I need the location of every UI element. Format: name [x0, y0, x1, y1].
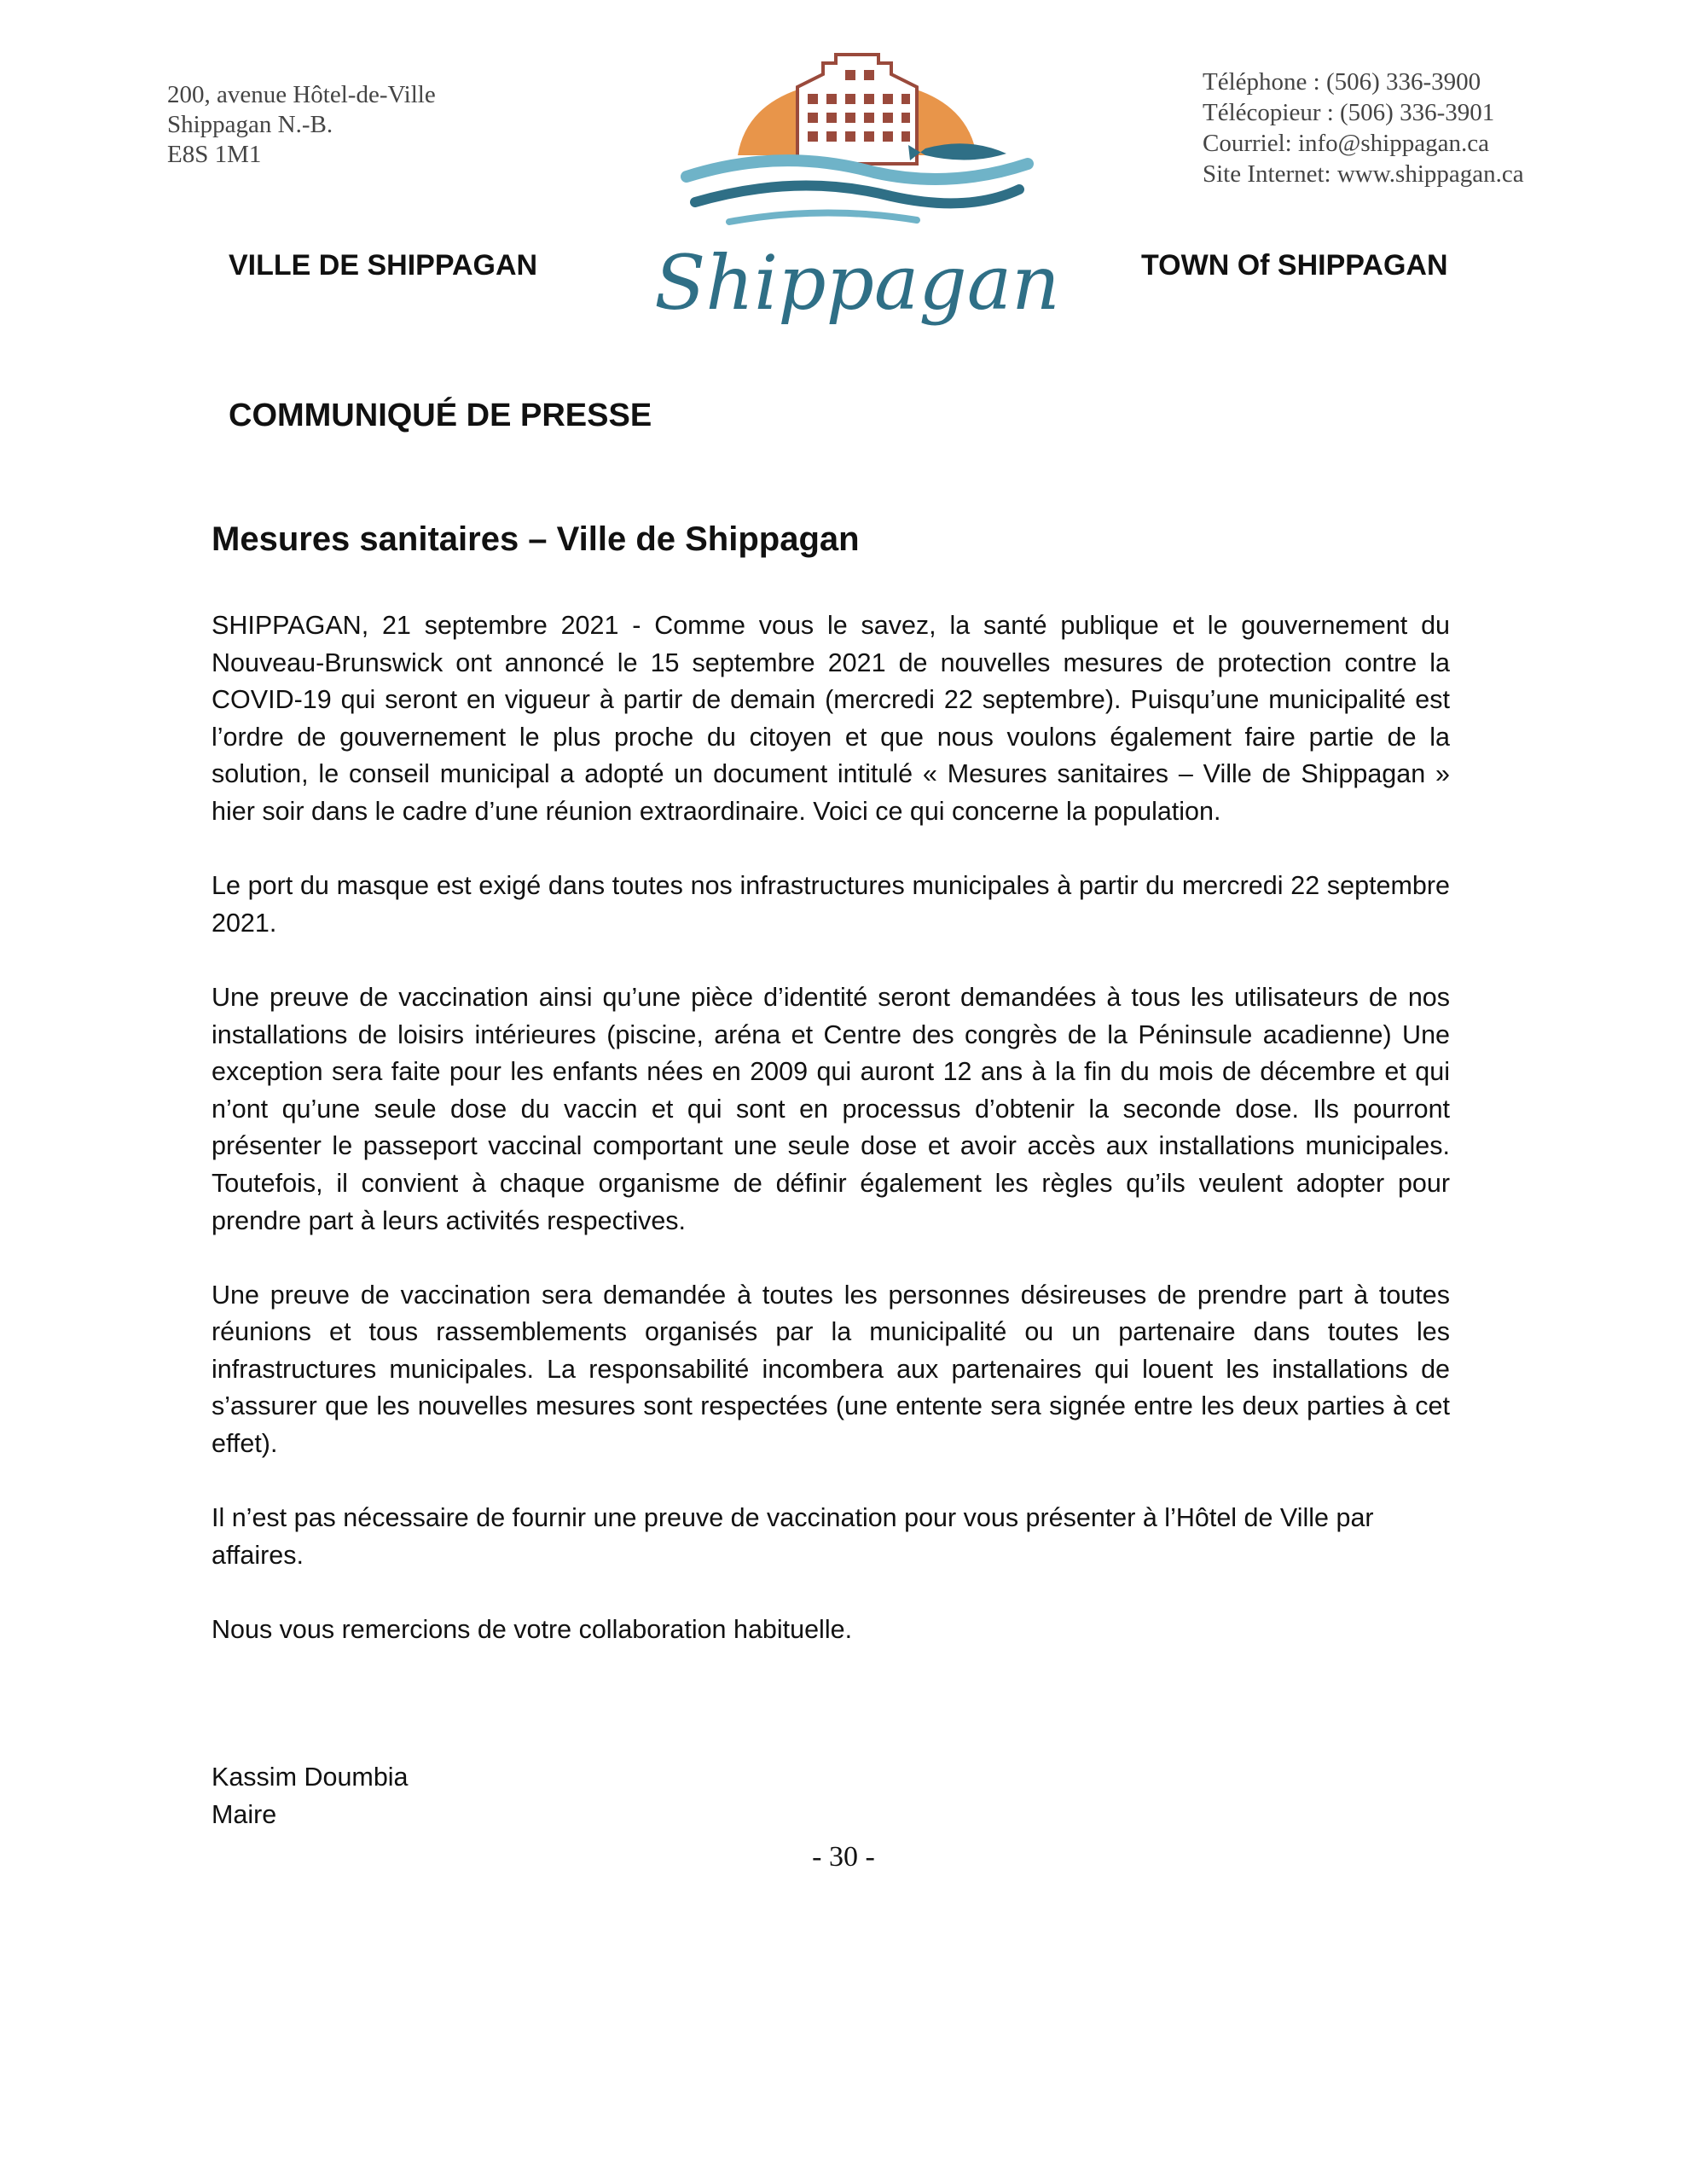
logo-wordmark: Shippagan: [654, 239, 1060, 327]
shippagan-logo: [654, 53, 1060, 334]
logo-wave-light: [687, 160, 1028, 179]
contact-website: Site Internet: www.shippagan.ca: [1203, 160, 1524, 188]
paragraph-vaccination-recreation: Une preuve de vaccination ainsi qu’une pièce d’identité seront demandées à tous les utilisateurs de nos installations de loisirs intérieures (piscine, aréna et Centre des congrès de la Péninsule acadienne) Une exception sera faite pour les enfants nées en 2009 qui auront 12 ans à la fin du mois de décembre et qui n’ont qu’une seule dose du vaccin et qui sont en processus d’obtenir la seconde dose. Ils pourront présenter le passeport vaccinal comportant une seule dose et avoir accès aux installations municipales. Toutefois, il convient à chaque organisme de définir également les règles qu’ils veulent adopter pour prendre part à leurs activités respectives.: [212, 982, 1450, 1235]
signature-title: Maire: [212, 1799, 277, 1829]
contact-phone: Téléphone : (506) 336-3900: [1203, 68, 1481, 96]
paragraph-mask: Le port du masque est exigé dans toutes nos infrastructures municipales à partir du mercredi 22 septembre 2021.: [212, 871, 1450, 938]
contact-fax: Télécopieur : (506) 336-3901: [1203, 99, 1495, 126]
heading-ville: VILLE DE SHIPPAGAN: [229, 249, 538, 282]
press-release-label: COMMUNIQUÉ DE PRESSE: [229, 398, 652, 433]
paragraph-vaccination-meetings: Une preuve de vaccination sera demandée à toutes les personnes désireuses de prendre part à toutes réunions et tous rassemblements organisés par la municipalité ou un partenaire dans toutes les infrastructures municipales. La responsabilité incombera aux partenaires qui louent les installations de s’assurer que les nouvelles mesures sont respectées (une entente sera signée entre les deux parties à cet effet).: [212, 1280, 1450, 1459]
contact-block: [1203, 67, 1524, 189]
paragraph-intro: SHIPPAGAN, 21 septembre 2021 - Comme vous le savez, la santé publique et le gouvernement du Nouveau-Brunswick ont annoncé le 15 septembre 2021 de nouvelles mesures de protection contre la COVID-19 qui seront en vigueur à partir de demain (mercredi 22 septembre). Puisqu’une municipalité est l’ordre de gouvernement le plus proche du citoyen et que nous voulons également faire partie de la solution, le conseil municipal a adopté un document intitulé « Mesures sanitaires – Ville de Shippagan » hier soir dans le cadre d’une réunion extraordinaire. Voici ce qui concerne la population.: [212, 611, 1450, 826]
contact-email: Courriel: info@shippagan.ca: [1203, 130, 1489, 157]
logo-wave-small: [729, 212, 917, 222]
paragraph-thanks: Nous vous remercions de votre collaboration habituelle.: [212, 1615, 853, 1645]
address-line-2: Shippagan N.-B.: [167, 111, 333, 138]
signature-name: Kassim Doumbia: [212, 1763, 409, 1792]
sender-address: [167, 80, 436, 170]
address-line-3: E8S 1M1: [167, 141, 262, 168]
address-line-1: 200, avenue Hôtel-de-Ville: [167, 81, 436, 108]
logo-building: [797, 55, 917, 164]
document-title: Mesures sanitaires – Ville de Shippagan: [212, 520, 860, 558]
document-body: [212, 607, 1450, 1686]
page-number: - 30 -: [812, 1841, 875, 1873]
logo-wave-dark: [695, 186, 1019, 204]
signature-block: [212, 1759, 409, 1833]
paragraph-town-hall: Il n’est pas nécessaire de fournir une preuve de vaccination pour vous présenter à l’Hôtel de Ville par affaires.: [212, 1503, 1374, 1570]
heading-town: TOWN Of SHIPPAGAN: [1141, 249, 1448, 282]
